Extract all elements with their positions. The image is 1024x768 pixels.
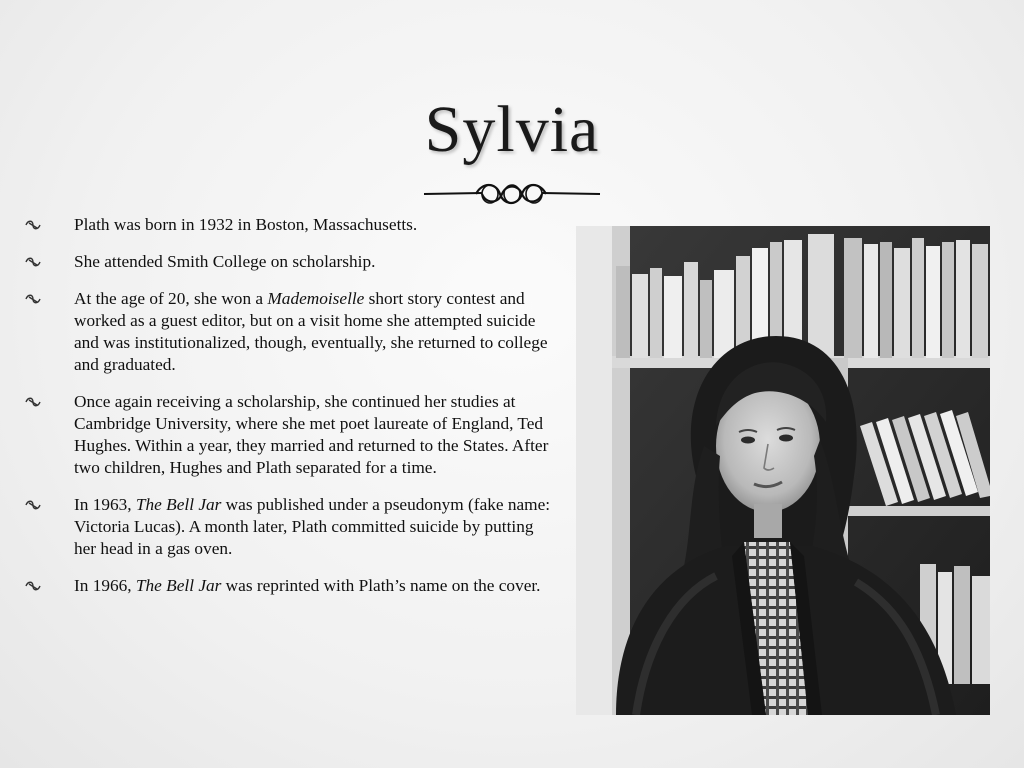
ornamental-link-icon xyxy=(24,580,42,593)
slide-title: Sylvia xyxy=(424,93,600,167)
ornamental-link-icon xyxy=(24,396,42,409)
bullet-item xyxy=(24,288,554,376)
bullet-text-pre: In 1963, xyxy=(74,495,136,514)
bullet-text-pre: In 1966, xyxy=(74,576,136,595)
bullet-item xyxy=(24,391,554,479)
bullet-text: Plath was born in 1932 in Boston, Massachusetts. xyxy=(74,215,418,234)
magazine-title: Mademoiselle xyxy=(267,289,365,308)
ornamental-link-icon xyxy=(24,499,42,512)
bullet-text-post: was reprinted with Plath’s name on the cover. xyxy=(221,576,541,595)
book-title: The Bell Jar xyxy=(135,495,222,514)
bullet-text-post: was published under a pseudonym (fake name: Victoria Lucas). A month later, Plath committed suicide by putting her head in a gas oven. xyxy=(74,495,551,558)
bullet-text-post: short story contest and worked as a guest editor, but on a visit home she attempted suicide and was institutionalized, though, eventually, she returned to college and graduated. xyxy=(74,289,548,374)
bullet-item xyxy=(24,575,554,597)
portrait-illustration xyxy=(576,226,990,715)
bullet-list xyxy=(24,214,554,612)
bullet-item xyxy=(24,251,554,273)
scroll-flourish-icon xyxy=(420,180,604,208)
bullet-item xyxy=(24,214,554,236)
book-title: The Bell Jar xyxy=(135,576,222,595)
ornamental-link-icon xyxy=(24,256,42,269)
ornamental-link-icon xyxy=(24,293,42,306)
bullet-text: Once again receiving a scholarship, she continued her studies at Cambridge University, where she met poet laureate of England, Ted Hughes. Within a year, they married and returned to the States. After two children, Hughes and Plath separated for a time. xyxy=(74,392,549,477)
bullet-text: She attended Smith College on scholarship. xyxy=(74,252,376,271)
bullet-text-pre: At the age of 20, she won a xyxy=(74,289,268,308)
portrait-photo xyxy=(576,226,990,715)
bullet-item xyxy=(24,494,554,560)
ornamental-link-icon xyxy=(24,219,42,232)
